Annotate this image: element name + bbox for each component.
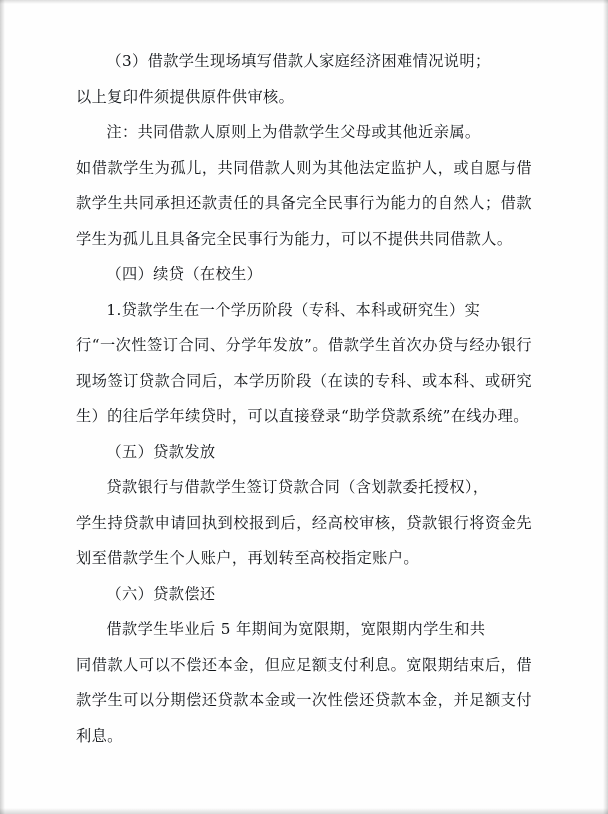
paragraph: 学生持贷款申请回执到校报到后，经高校审核，贷款银行将资金先划至借款学生个人账户，再划转至高校指定账户。 (76, 513, 532, 567)
paragraph: 贷款银行与借款学生签订贷款合同（含划款委托授权）， (106, 478, 489, 496)
paragraph: 借款学生毕业后 5 年期间为宽限期，宽限期内学生和共 (106, 620, 486, 638)
section-heading-six: （六）贷款偿还 (106, 584, 216, 603)
section-heading-four: （四）续贷（在校生） (106, 265, 263, 283)
paragraph: 如借款学生为孤儿，共同借款人则为其他法定监护人，或自愿与借款学生共同承担还款责任的具备完全民事行为能力的自然人；借款学生为孤儿且具备完全民事行为能力，可以不提供共同借款人。 (76, 158, 532, 248)
page-text-body (76, 44, 532, 754)
paragraph: 行“一次性签订合同、分学年发放”。借款学生首次办贷与经办银行现场签订贷款合同后，本学历阶段（在读的专科、或本科、或研究生）的往后学年续贷时，可以直接登录“助学贷款系统”在线办理。 (76, 336, 532, 425)
paragraph: （3）借款学生现场填写借款人家庭经济困难情况说明； (106, 52, 491, 70)
paragraph: 同借款人可以不偿还本金，但应足额支付利息。宽限期结束后，借款学生可以分期偿还贷款本金或一次性偿还贷款本金，并足额支付利息。 (76, 655, 532, 745)
paragraph: 以上复印件须提供原件供审核。 (76, 87, 295, 106)
paragraph: 1.贷款学生在一个学历阶段（专科、本科或研究生）实 (106, 300, 481, 319)
paragraph: 注：共同借款人原则上为借款学生父母或其他近亲属。 (106, 123, 481, 141)
section-heading-five: （五）贷款发放 (106, 442, 216, 461)
